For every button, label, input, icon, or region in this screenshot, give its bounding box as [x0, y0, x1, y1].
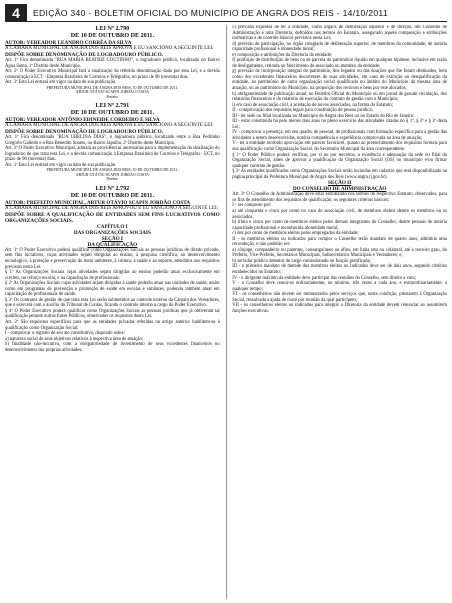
right-column: [232, 25, 447, 599]
article: Art. 1º Fica denominada "RUA UBELINA DIAS", o logradouro público, localizado entre a Rua Pedrinho Gregório Galindo e a Rua Benedito Soares, no Bairro Japuíba, 2º Distrito deste Município.: [5, 135, 220, 146]
signature-line: PREFEITURA MUNICIPAL DE ANGRA DOS REIS, 10 DE OUTUBRO DE 2011.: [46, 85, 179, 90]
section-title: DO CONSELHO DE ADMINISTRAÇÃO: [292, 186, 387, 193]
article: Art. 2º São requisitos específicos para que as entidades privadas referidas no artigo anterior habilitem-se à qualificação como Organização Social:: [5, 320, 220, 331]
section-title: DA QUALIFICAÇÃO: [87, 241, 138, 248]
alinea: h) obrigatoriedade de publicação anual, no Boletim Oficial do Município ou em jornal de grande circulação, dos relatórios financeiros e do relatório de execução do contrato de gestão com o Município;: [232, 91, 447, 103]
alinea: d) previsão de participação, no órgão colegiado de deliberação superior, de membros da comunidade, de notória capacidade profissional e idoneidade moral;: [232, 41, 447, 53]
inciso: IV - comprovar a presença, em seu quadro de pessoal, de profissionais com formação específica para a gestão das atividades a serem desenvolvidas, notória competência e experiência comprovada na área de atuação;: [232, 130, 447, 141]
alinea: g) previsão de incorporação integral do patrimônio, dos legados ou das doações que lhe foram destinados, bem como dos excedentes financeiros decorrentes de suas atividades, em caso de extinção ou desqualificação da entidade, ao patrimônio de outra organização social qualificada no âmbito do Município da mesma área de atuação, ou ao patrimônio do Município, na proporção dos recursos e bens por este alocados;: [232, 69, 447, 92]
lei-intro: A CÂMARA MUNICIPAL DE ANGRA DOS REIS APROVOU E EU SANCIONO A SEGUINTE LEI:: [5, 204, 219, 211]
article: Art. 1º Fica denominada "RUA MARIA BEATRIZ COUTINHO", o logradouro público, localizado no Bairro Água Santa, 1º Distrito deste Município.: [5, 58, 220, 69]
inciso: II - comprovação dos requisitos legais para constituição de pessoa jurídica;: [232, 108, 373, 114]
lei-date: DE 10 DE OUTUBRO DE 2011.: [70, 33, 154, 39]
lei-autor: AUTOR: VEREADOR LEANDRO CORRÊA DA SILVA: [5, 40, 132, 46]
chapter-title: DAS ORGANIZAÇÕES SOCIAIS: [73, 229, 151, 236]
article: Art. 1º O Poder Executivo poderá qualificar como Organizações Sociais as pessoas jurídicas de direito privado, sem fins lucrativos, cujas atividades sejam dirigidas ao ensino, à pesquisa científica, ao desenvolvimento tecnológico, à proteção e preservação do meio ambiente, à cultura, à saúde e ao esporte, atendidos aos requisitos previstos nesta Lei.: [5, 247, 220, 270]
article: Art. 2º O Poder Executivo Municipal fará a sinalização da referida denominação dada por esta Lei, e a devida comunicação à ECT - Empresa Brasileira de Correios e Telégrafos, no prazo de 90 (noventa) dias.: [5, 69, 220, 80]
lei-dispoe: DISPÕE SOBRE A QUALIFICAÇÃO DE ENTIDADES SEM FINS LUCRATIVOS COMO ORGANIZAÇÕES SOCIAIS.: [5, 211, 220, 224]
lei-number: LEI Nº 2.791: [95, 103, 130, 110]
alinea: f) proibição de distribuição de bens ou de parcela do patrimônio líquido em qualquer hipótese, inclusive em razão de desligamento, retirada ou falecimento de associado ou membro da entidade;: [232, 58, 447, 69]
section-heading: SEÇÃO I: [101, 235, 123, 242]
alinea: b) servidor público detentor de cargo comissionado ou função gratificada;: [232, 258, 371, 264]
lei-number: LEI Nº 2.790: [95, 26, 130, 32]
columns: [5, 25, 447, 599]
lei-intro: A CÂMARA MUNICIPAL DE ANGRA DOS REIS APROVA E EU SANCIONO A SEGUINTE LEI:: [5, 122, 214, 129]
signature-name: ARTUR OTÁVIO SCAPIN JORDÃO COSTA: [75, 90, 150, 95]
article: Art. 3º Esta Lei entrará em vigor na data de sua publicação.: [5, 80, 117, 86]
inciso: III - estar constituída há pelo menos dois anos no pleno exercício das atividades citadas no § 1º, § 2º e § 3º desta Lei;: [232, 119, 447, 130]
page-header: [5, 4, 447, 22]
inciso: VII - os conselheiros eleitos ou indicados para integrar a Diretoria da entidade devem renunciar ao assumirem funções executivas.: [232, 303, 447, 314]
article: Art. 3º Esta Lei entrará em vigor na data de sua publicação.: [5, 162, 117, 168]
lei-date: DE 10 DE OUTUBRO DE 2011.: [70, 110, 154, 117]
inciso: I - comprovar o registro de seu ato constitutivo, dispondo sobre:: [5, 331, 126, 337]
paragraph: § 4º O Poder Executivo poderá qualificar como Organizações Sociais as pessoas jurídicas que já obtiveram tal qualificação perante outros Entes Públicos, observados os requisitos desta Lei.: [5, 308, 220, 320]
lei-intro: A CÂMARA MUNICIPAL DE ANGRA DOS REIS APROVA E EU SANCIONO A SEGUINTE LEI:: [5, 45, 214, 51]
inciso: V - ter a entidade recebido aprovação em parecer favorável, quanto ao preenchimento dos requisitos formais para sua qualificação como Organização Social, do Secretário Municipal da área correspondente.: [232, 141, 447, 153]
inciso: IV - o dirigente máximo da entidade deve participar das reuniões do Conselho, sem direito a voto;: [232, 275, 417, 281]
page-number-badge: 4: [5, 4, 27, 21]
article: Art. 2º O Poder Executivo Municipal, adotará as providências necessárias para a implementação da sinalização do logradouro de que trata esta Lei, e a devida comunicação à Empresa Brasileira de Correios e Telégrafos - ECT, no prazo de 90 (noventa) dias.: [5, 146, 220, 163]
paragraph: § 1º O Poder Público poderá verificar, por si ou por terceiros, a existência e adequação da sede ou filial da Organização Social, antes de aprovar a qualificação da Organização Social (OS) no município e/ou firmar qualquer contrato de gestão.: [232, 152, 447, 169]
inciso: III - o primeiro mandato de metade dos membros eleitos ou indicados deve ser de dois anos, segundo critérios estabelecidos no Estatuto;: [232, 264, 447, 275]
alinea: e) composição e atribuições da Diretoria da entidade;: [232, 52, 333, 58]
alinea: a) natureza social de seus objetivos relativos à respectiva área de atuação;: [5, 336, 144, 342]
alinea: c) dez por cento de membros eleitos pelos empregados da entidade;: [232, 231, 359, 237]
alinea: a) até cinquenta e cinco por cento no caso de associação civil, de membros eleitos dentre os membros ou os associados;: [232, 208, 447, 220]
inciso: VI - os conselheiros não devem ser remunerados pelos serviços que, nesta condição, prestarem à Organização Social, ressalvada a ajuda de custo por reunião da qual participem;: [232, 292, 447, 303]
column-divider: [226, 25, 227, 599]
article: Art. 3º O Conselho de Administração deve estar estruturado nos termos do respectivo Estatuto, observados, para os fins de atendimento dos requisitos de qualificação, os seguintes critérios básicos:: [232, 192, 447, 203]
alinea: c) previsão expressa de ter a entidade, como órgãos de deliberação superior e de direção, um Conselho de Administração e uma Diretoria, definidos nos termos do Estatuto, assegurado àquele composição e atribuições normativas e de controle básicos previstos nesta Lei;: [232, 25, 447, 42]
inciso: III - ter sede ou filial localizada no Município de Angra dos Reis ou no Estado do Rio de Janeiro;: [232, 113, 415, 119]
signature-line: PREFEITURA MUNICIPAL DE ANGRA DOS REIS, 10 DE OUTUBRO DE 2011.: [46, 168, 179, 173]
lei-number: LEI Nº 2.792: [95, 185, 130, 192]
lei-dispoe: DISPÕE SOBRE DENOMINAÇÃO DE LOGRADOURO PÚBLICO.: [5, 51, 164, 58]
alinea: b) trinta e cinco por cento de membros eleitos pelos demais integrantes do Conselho, dentre pessoas de notória capacidade profissional e reconhecida idoneidade moral;: [232, 220, 447, 231]
lei-autor: AUTOR: PREFEITO MUNICIPAL, ARTUR OTÁVIO SCAPIN JORDÃO COSTA: [5, 199, 191, 206]
header-title: EDIÇÃO 340 - BOLETIM OFICIAL DO MUNICÍPIO DE ANGRA DOS REIS - 14/10/2011: [33, 7, 388, 18]
inciso: I - ser composto por:: [232, 203, 272, 209]
signature-title: Prefeito: [106, 177, 119, 182]
lei-autor: AUTOR: VEREADOR ANTÔNIO EDINEIDE CORDEIRO E SILVA: [5, 117, 160, 124]
chapter-heading: CAPÍTULO I: [97, 223, 128, 230]
paragraph: § 1º As Organizações Sociais cujas atividades sejam dirigidas ao ensino poderão atuar exclusivamente em creches, no reforço escolar, e na capacitação de profissionais.: [5, 270, 220, 281]
paragraph: § 2º As entidades qualificadas como Organizações Sociais serão incluídas em cadastro que será disponibilizado na página principal da Prefeitura Municipal de Angra dos Reis (www.angra.rj.gov.br).: [232, 169, 447, 180]
alinea: i) em caso de associação civil, a aceitação de novos associados, na forma do Estatuto;: [232, 102, 393, 108]
paragraph: § 2º As Organizações Sociais cujas atividades sejam dirigidas à saúde poderão atuar nas unidades de saúde, assim como em programas de prevenção e promoção de saúde em escolas e similares, podendo também atuar em capacitação de profissionais de saúde.: [5, 281, 220, 298]
inciso: V - o Conselho deve reunir-se ordinariamente, no mínimo, três vezes a cada ano, e extraordinariamente, a qualquer tempo;: [232, 281, 447, 292]
left-column: [5, 25, 220, 599]
signature-name: ARTUR OTÁVIO SCAPIN JORDÃO COSTA: [75, 172, 150, 177]
lei-dispoe: DISPÕE SOBRE DENOMINAÇÃO DE LOGRADOURO PÚBLICO.: [5, 129, 164, 136]
alinea: a) cônjuge, companheiro ou parentes, consanguíneos ou afins, em linha reta ou colateral, até o terceiro grau, do Prefeito, Vice-Prefeito, Secretários Municipais, Subsecretários Municipais e Vereadores; e,: [232, 247, 447, 259]
alinea: b) finalidade não-lucrativa, com a obrigatoriedade de investimento de seus excedentes financeiros no desenvolvimento das próprias atividades;: [5, 342, 220, 353]
inciso: II - os membros eleitos ou indicados para compor o Conselho terão mandato de quatro anos, admitida uma recondução, e não poderão ser:: [232, 236, 447, 248]
signature-title: Prefeito: [106, 94, 119, 99]
lei-date: DE 10 DE OUTUBRO DE 2011.: [70, 192, 154, 199]
section-heading: SEÇÃO II: [328, 180, 352, 187]
paragraph: § 3º Os contratos de gestão de que trata esta Lei serão submetidos ao controle externo da Câmara dos Vereadores, que o exercerá com o auxílio do Tribunal de Contas, ficando o controle interno a cargo do Poder Executivo.: [5, 297, 220, 309]
